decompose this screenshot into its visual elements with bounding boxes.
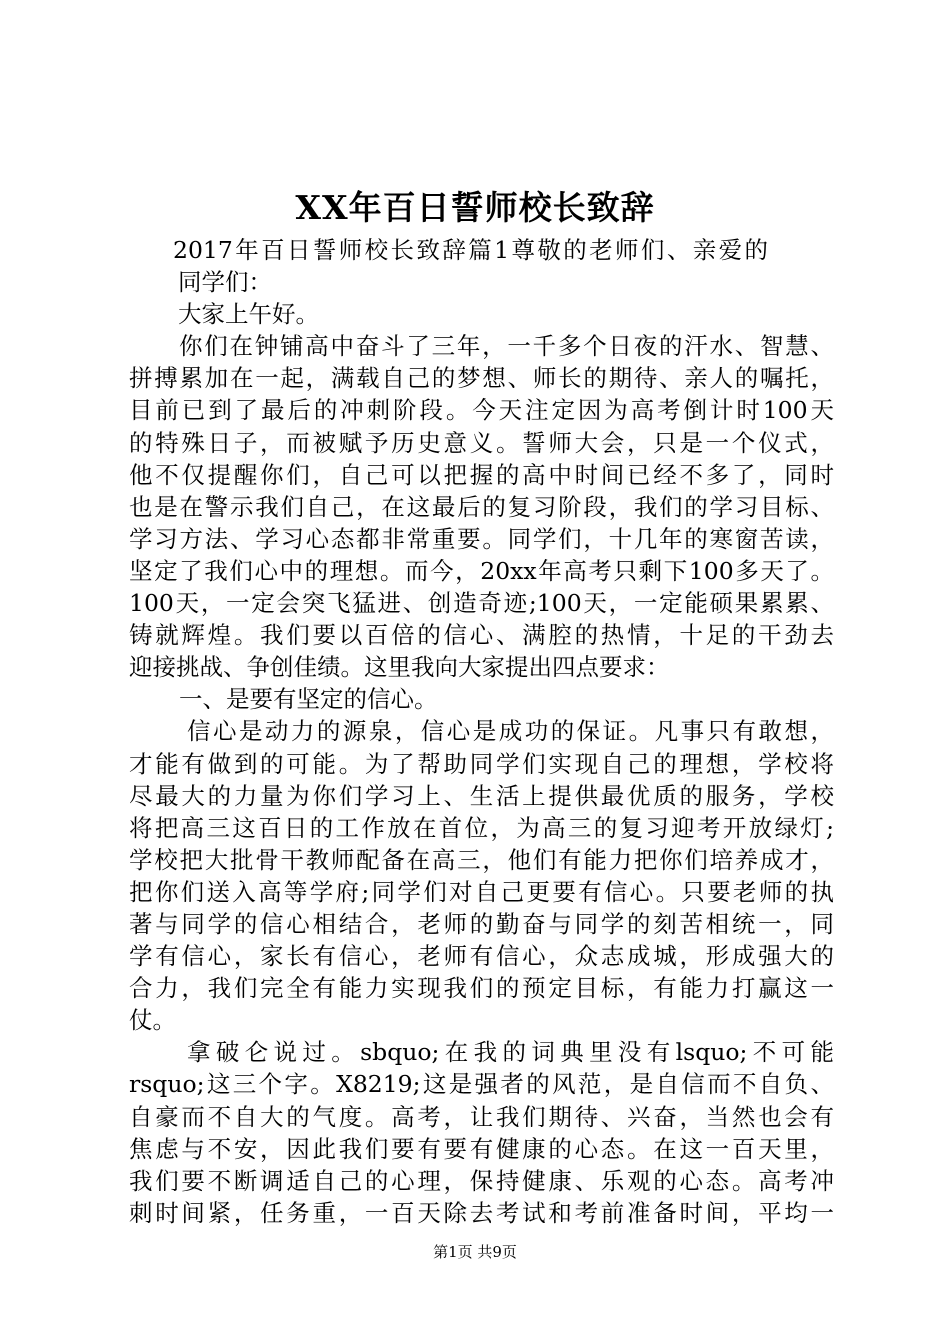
text-line: 他不仅提醒你们，自己可以把握的高中时间已经不多了，同时 bbox=[129, 460, 834, 489]
text-line: 才能有做到的可能。为了帮助同学们实现自己的理想，学校将 bbox=[129, 749, 834, 778]
text-line: 拿破仑说过。sbquo;在我的词典里没有lsquo;不可能 bbox=[187, 1038, 834, 1067]
text-line: 我们要不断调适自己的心理，保持健康、乐观的心态。高考冲 bbox=[129, 1166, 834, 1195]
text-line: rsquo;这三个字。X8219;这是强者的风范，是自信而不自负、 bbox=[129, 1070, 834, 1099]
text-line: 将把高三这百日的工作放在首位，为高三的复习迎考开放绿灯; bbox=[129, 813, 834, 842]
text-line: 学校把大批骨干教师配备在高三，他们有能力把你们培养成才， bbox=[129, 845, 834, 874]
text-line: 焦虑与不安，因此我们要有要有健康的心态。在这一百天里， bbox=[129, 1134, 834, 1163]
text-line: 信心是动力的源泉，信心是成功的保证。凡事只有敢想， bbox=[187, 717, 834, 746]
text-line: 100天，一定会突飞猛进、创造奇迹;100天，一定能硕果累累、 bbox=[129, 589, 834, 618]
text-line: 2017年百日誓师校长致辞篇1尊敬的老师们、亲爱的 bbox=[173, 236, 768, 264]
section-heading: 一、是要有坚定的信心。 bbox=[179, 685, 438, 714]
text-line: 刺时间紧，任务重，一百天除去考试和考前准备时间，平均一 bbox=[129, 1198, 834, 1227]
page-number-footer: 第1页 共9页 bbox=[433, 1243, 517, 1261]
document-title: XX年百日誓师校长致辞 bbox=[295, 188, 655, 227]
text-line: 也是在警示我们自己，在这最后的复习阶段，我们的学习目标、 bbox=[129, 492, 834, 521]
text-line: 合力，我们完全有能力实现我们的预定目标，有能力打赢这一 bbox=[129, 974, 834, 1003]
text-line: 自豪而不自大的气度。高考，让我们期待、兴奋，当然也会有 bbox=[129, 1102, 834, 1131]
text-line: 尽最大的力量为你们学习上、生活上提供最优质的服务，学校 bbox=[129, 781, 834, 810]
text-line: 把你们送入高等学府;同学们对自己更要有信心。只要老师的执 bbox=[129, 877, 834, 906]
text-line: 铸就辉煌。我们要以百倍的信心、满腔的热情，十足的干劲去 bbox=[129, 621, 834, 650]
text-line: 你们在钟铺高中奋斗了三年，一千多个日夜的汗水、智慧、 bbox=[179, 332, 834, 361]
text-line: 迎接挑战、争创佳绩。这里我向大家提出四点要求： bbox=[129, 653, 670, 682]
text-line: 拼搏累加在一起，满载自己的梦想、师长的期待、亲人的嘱托， bbox=[129, 364, 834, 393]
text-line: 坚定了我们心中的理想。而今，20xx年高考只剩下100多天了。 bbox=[129, 556, 834, 585]
text-line: 的特殊日子，而被赋予历史意义。誓师大会，只是一个仪式， bbox=[129, 428, 834, 457]
text-line: 学习方法、学习心态都非常重要。同学们，十几年的寒窗苦读， bbox=[129, 524, 834, 553]
document-body bbox=[129, 234, 834, 1229]
text-line: 大家上午好。 bbox=[178, 300, 319, 329]
text-line: 仗。 bbox=[129, 1006, 176, 1035]
text-line: 著与同学的信心相结合，老师的勤奋与同学的刻苦相统一，同 bbox=[129, 909, 834, 938]
text-line: 同学们： bbox=[178, 268, 272, 297]
text-line: 目前已到了最后的冲刺阶段。今天注定因为高考倒计时100天 bbox=[129, 396, 834, 425]
text-line: 学有信心，家长有信心，老师有信心，众志成城，形成强大的 bbox=[129, 942, 834, 971]
